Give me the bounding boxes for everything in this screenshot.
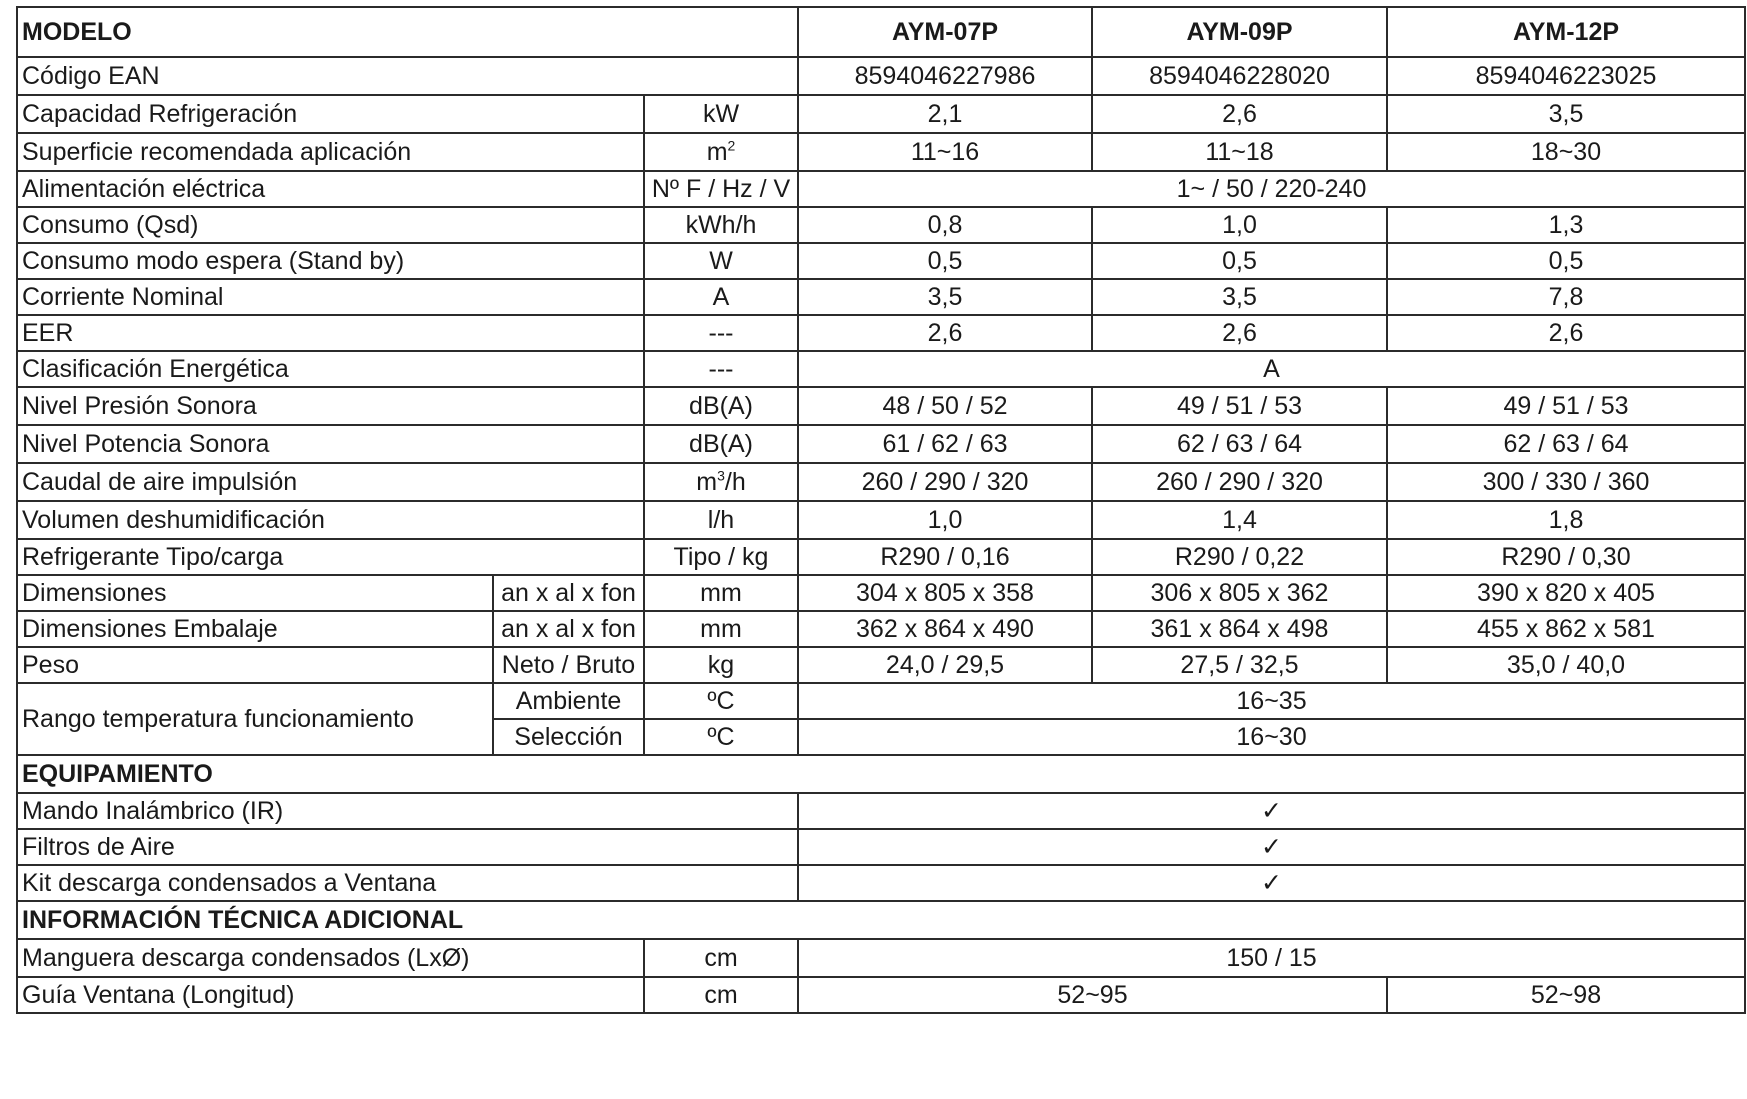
row-value: 306 x 805 x 362 — [1092, 575, 1387, 611]
row-sublabel: Neto / Bruto — [493, 647, 644, 683]
row-value: 3,5 — [1092, 279, 1387, 315]
row-value: 35,0 / 40,0 — [1387, 647, 1745, 683]
table-row — [17, 243, 1745, 279]
unit-superscript: 3 — [717, 467, 725, 484]
table-row — [17, 939, 1745, 977]
table-row — [17, 207, 1745, 243]
row-label: Filtros de Aire — [17, 829, 798, 865]
row-label: Alimentación eléctrica — [17, 171, 644, 207]
row-unit: kg — [644, 647, 798, 683]
row-unit — [644, 463, 798, 501]
row-label: Dimensiones — [17, 575, 493, 611]
table-row — [17, 95, 1745, 133]
row-value: 49 / 51 / 53 — [1387, 387, 1745, 425]
row-value: 62 / 63 / 64 — [1092, 425, 1387, 463]
row-label: Manguera descarga condensados (LxØ) — [17, 939, 644, 977]
table-row — [17, 647, 1745, 683]
table-row — [17, 611, 1745, 647]
row-label: Guía Ventana (Longitud) — [17, 977, 644, 1013]
row-value: 11~16 — [798, 133, 1092, 171]
row-value: 2,1 — [798, 95, 1092, 133]
table-row — [17, 865, 1745, 901]
row-value: 27,5 / 32,5 — [1092, 647, 1387, 683]
section-header-row — [17, 901, 1745, 939]
row-unit: Tipo / kg — [644, 539, 798, 575]
section-header-row — [17, 755, 1745, 793]
row-unit: l/h — [644, 501, 798, 539]
row-value: 62 / 63 / 64 — [1387, 425, 1745, 463]
row-value: R290 / 0,16 — [798, 539, 1092, 575]
row-value: 2,6 — [1092, 95, 1387, 133]
row-unit: mm — [644, 611, 798, 647]
row-value: 11~18 — [1092, 133, 1387, 171]
table-row — [17, 539, 1745, 575]
row-value-merged: 1~ / 50 / 220-240 — [798, 171, 1745, 207]
row-value: 3,5 — [798, 279, 1092, 315]
row-value-merged: 52~95 — [798, 977, 1387, 1013]
row-value: 52~98 — [1387, 977, 1745, 1013]
row-value: 0,5 — [798, 243, 1092, 279]
table-row — [17, 575, 1745, 611]
row-label: Consumo modo espera (Stand by) — [17, 243, 644, 279]
row-unit: ºC — [644, 719, 798, 755]
unit-rest: /h — [724, 467, 746, 496]
model-name-2: AYM-09P — [1092, 7, 1387, 57]
row-value: 0,5 — [1387, 243, 1745, 279]
row-unit: mm — [644, 575, 798, 611]
row-value: 362 x 864 x 490 — [798, 611, 1092, 647]
row-label: Consumo (Qsd) — [17, 207, 644, 243]
row-label: Kit descarga condensados a Ventana — [17, 865, 798, 901]
table-row — [17, 387, 1745, 425]
row-value: 0,8 — [798, 207, 1092, 243]
table-row — [17, 315, 1745, 351]
row-label: Rango temperatura funcionamiento — [17, 683, 493, 755]
table-row — [17, 351, 1745, 387]
row-unit — [644, 133, 798, 171]
table-row — [17, 57, 1745, 95]
row-sublabel: an x al x fon — [493, 575, 644, 611]
ean-value-2: 8594046228020 — [1092, 57, 1387, 95]
row-value: 1,3 — [1387, 207, 1745, 243]
row-value: 7,8 — [1387, 279, 1745, 315]
unit-superscript: 2 — [727, 137, 736, 154]
row-value: 1,8 — [1387, 501, 1745, 539]
row-value: 300 / 330 / 360 — [1387, 463, 1745, 501]
table-row — [17, 463, 1745, 501]
row-label: Mando Inalámbrico (IR) — [17, 793, 798, 829]
row-value: 3,5 — [1387, 95, 1745, 133]
row-label: Código EAN — [17, 57, 798, 95]
row-value: 260 / 290 / 320 — [1092, 463, 1387, 501]
ean-value-3: 8594046223025 — [1387, 57, 1745, 95]
section-title-info: INFORMACIÓN TÉCNICA ADICIONAL — [17, 901, 1745, 939]
row-unit: W — [644, 243, 798, 279]
row-label: Dimensiones Embalaje — [17, 611, 493, 647]
row-label: Nivel Potencia Sonora — [17, 425, 644, 463]
row-value: 18~30 — [1387, 133, 1745, 171]
row-label: Capacidad Refrigeración — [17, 95, 644, 133]
row-unit: kWh/h — [644, 207, 798, 243]
row-value: 48 / 50 / 52 — [798, 387, 1092, 425]
row-unit: Nº F / Hz / V — [644, 171, 798, 207]
model-name-3: AYM-12P — [1387, 7, 1745, 57]
table-row — [17, 793, 1745, 829]
row-value-merged: 150 / 15 — [798, 939, 1745, 977]
row-value: 2,6 — [1092, 315, 1387, 351]
row-value: 24,0 / 29,5 — [798, 647, 1092, 683]
row-value: 304 x 805 x 358 — [798, 575, 1092, 611]
row-label: Superficie recomendada aplicación — [17, 133, 644, 171]
row-unit: dB(A) — [644, 387, 798, 425]
row-value: 390 x 820 x 405 — [1387, 575, 1745, 611]
row-value: 455 x 862 x 581 — [1387, 611, 1745, 647]
table-row — [17, 977, 1745, 1013]
row-label: Refrigerante Tipo/carga — [17, 539, 644, 575]
row-unit: cm — [644, 977, 798, 1013]
row-unit: kW — [644, 95, 798, 133]
check-icon: ✓ — [798, 865, 1745, 901]
row-unit: A — [644, 279, 798, 315]
spec-table — [16, 6, 1746, 1014]
row-value-merged: 16~30 — [798, 719, 1745, 755]
row-unit: cm — [644, 939, 798, 977]
row-unit: ºC — [644, 683, 798, 719]
row-label: Corriente Nominal — [17, 279, 644, 315]
row-sublabel: Selección — [493, 719, 644, 755]
table-row — [17, 279, 1745, 315]
row-label: Clasificación Energética — [17, 351, 644, 387]
row-value: 1,0 — [798, 501, 1092, 539]
row-label: EER — [17, 315, 644, 351]
row-value: R290 / 0,30 — [1387, 539, 1745, 575]
check-icon: ✓ — [798, 793, 1745, 829]
row-unit: --- — [644, 315, 798, 351]
row-sublabel: an x al x fon — [493, 611, 644, 647]
row-label: Volumen deshumidificación — [17, 501, 644, 539]
row-value: 2,6 — [798, 315, 1092, 351]
row-value: 0,5 — [1092, 243, 1387, 279]
section-title-equipamiento: EQUIPAMIENTO — [17, 755, 1745, 793]
check-icon: ✓ — [798, 829, 1745, 865]
model-header-label: MODELO — [17, 7, 798, 57]
table-row — [17, 133, 1745, 171]
row-value: 260 / 290 / 320 — [798, 463, 1092, 501]
row-value: 61 / 62 / 63 — [798, 425, 1092, 463]
row-value: 1,0 — [1092, 207, 1387, 243]
table-row — [17, 683, 1745, 719]
row-label: Peso — [17, 647, 493, 683]
ean-value-1: 8594046227986 — [798, 57, 1092, 95]
row-label: Caudal de aire impulsión — [17, 463, 644, 501]
row-label: Nivel Presión Sonora — [17, 387, 644, 425]
table-row — [17, 425, 1745, 463]
row-unit: dB(A) — [644, 425, 798, 463]
model-name-1: AYM-07P — [798, 7, 1092, 57]
row-sublabel: Ambiente — [493, 683, 644, 719]
row-unit: --- — [644, 351, 798, 387]
row-value-merged: 16~35 — [798, 683, 1745, 719]
table-row — [17, 501, 1745, 539]
header-row — [17, 7, 1745, 57]
row-value: R290 / 0,22 — [1092, 539, 1387, 575]
row-value: 2,6 — [1387, 315, 1745, 351]
table-row — [17, 829, 1745, 865]
row-value: 361 x 864 x 498 — [1092, 611, 1387, 647]
row-value-merged: A — [798, 351, 1745, 387]
unit-base: m — [706, 137, 728, 166]
table-row — [17, 171, 1745, 207]
row-value: 49 / 51 / 53 — [1092, 387, 1387, 425]
row-value: 1,4 — [1092, 501, 1387, 539]
unit-base: m — [696, 467, 718, 496]
